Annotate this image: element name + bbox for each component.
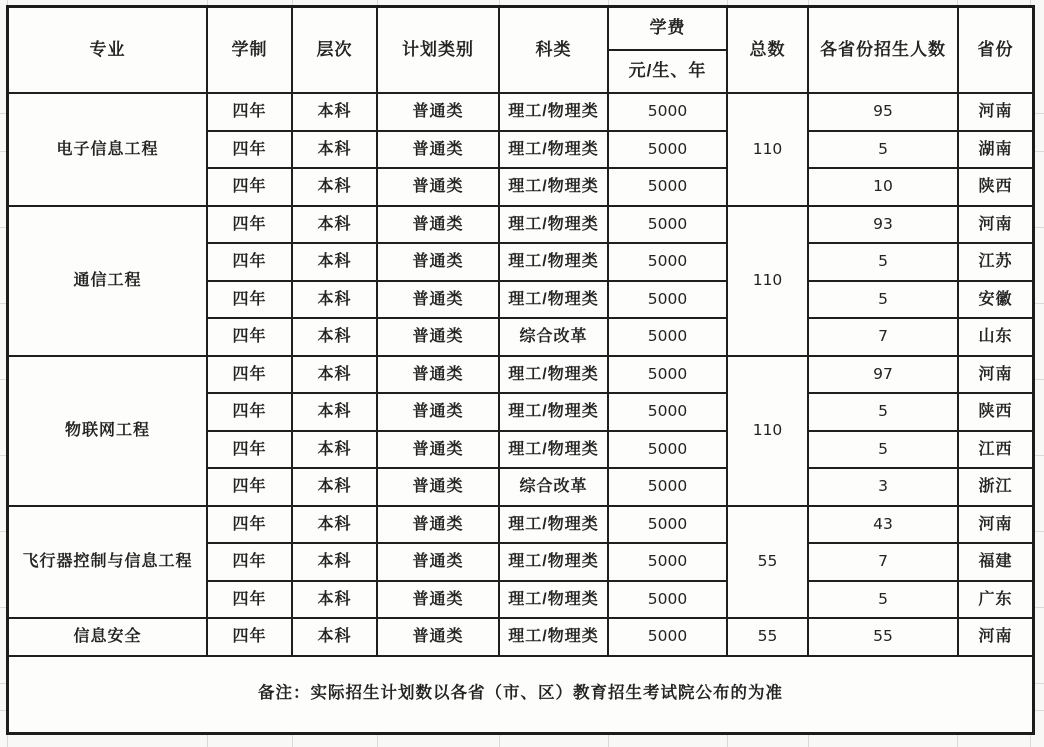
plan-category-cell: 普通类 (378, 244, 500, 282)
header-duration: 学制 (208, 8, 293, 94)
level-cell: 本科 (293, 432, 378, 470)
major-total-cell: 110 (728, 207, 809, 357)
table-note: 备注：实际招生计划数以各省（市、区）教育招生考试院公布的为准 (258, 684, 783, 703)
level-cell: 本科 (293, 469, 378, 507)
major-name-cell: 信息安全 (9, 619, 208, 657)
sheet-gridline (1035, 683, 1044, 684)
sheet-gridline (808, 735, 809, 747)
tuition-cell: 5000 (609, 357, 728, 395)
header-level: 层次 (293, 8, 378, 94)
sheet-gridline (292, 735, 293, 747)
subject-category-cell: 理工/物理类 (500, 432, 609, 470)
plan-category-cell: 普通类 (378, 357, 500, 395)
plan-category-cell: 普通类 (378, 207, 500, 245)
sheet-gridline (207, 0, 208, 5)
level-cell: 本科 (293, 619, 378, 657)
subject-category-cell: 理工/物理类 (500, 394, 609, 432)
major-name-cell: 物联网工程 (9, 357, 208, 507)
province-cell: 河南 (959, 207, 1032, 245)
sheet-gridline (608, 0, 609, 5)
duration-cell: 四年 (208, 619, 293, 657)
province-count-cell: 55 (809, 619, 959, 657)
tuition-cell: 5000 (609, 319, 728, 357)
duration-cell: 四年 (208, 394, 293, 432)
plan-category-cell: 普通类 (378, 619, 500, 657)
subject-category-cell: 理工/物理类 (500, 544, 609, 582)
enrollment-plan-table (6, 5, 1035, 735)
province-count-cell: 3 (809, 469, 959, 507)
province-cell: 河南 (959, 94, 1032, 132)
sheet-gridline (1030, 735, 1031, 747)
sheet-gridline (207, 735, 208, 747)
duration-cell: 四年 (208, 319, 293, 357)
sheet-gridline (808, 0, 809, 5)
plan-category-cell: 普通类 (378, 432, 500, 470)
major-total-cell: 55 (728, 619, 809, 657)
sheet-gridline (957, 0, 958, 5)
major-name-cell: 通信工程 (9, 207, 208, 357)
header-major: 专业 (9, 8, 208, 94)
province-count-cell: 93 (809, 207, 959, 245)
duration-cell: 四年 (208, 357, 293, 395)
province-cell: 浙江 (959, 469, 1032, 507)
level-cell: 本科 (293, 94, 378, 132)
sheet-gridline (0, 227, 6, 228)
tuition-cell: 5000 (609, 469, 728, 507)
plan-category-cell: 普通类 (378, 282, 500, 320)
sheet-gridline (7, 0, 8, 5)
province-cell: 陕西 (959, 169, 1032, 207)
province-cell: 湖南 (959, 132, 1032, 170)
level-cell: 本科 (293, 319, 378, 357)
duration-cell: 四年 (208, 207, 293, 245)
tuition-cell: 5000 (609, 282, 728, 320)
plan-category-cell: 普通类 (378, 544, 500, 582)
sheet-gridline (1030, 0, 1031, 5)
sheet-gridline (377, 735, 378, 747)
province-cell: 安徽 (959, 282, 1032, 320)
tuition-cell: 5000 (609, 94, 728, 132)
province-count-cell: 10 (809, 169, 959, 207)
tuition-cell: 5000 (609, 394, 728, 432)
subject-category-cell: 理工/物理类 (500, 169, 609, 207)
sheet-gridline (1035, 151, 1044, 152)
duration-cell: 四年 (208, 132, 293, 170)
province-cell: 陕西 (959, 394, 1032, 432)
sheet-gridline (1035, 531, 1044, 532)
sheet-gridline (727, 0, 728, 5)
subject-category-cell: 理工/物理类 (500, 132, 609, 170)
sheet-gridline (0, 710, 6, 711)
level-cell: 本科 (293, 544, 378, 582)
level-cell: 本科 (293, 244, 378, 282)
sheet-gridline (727, 735, 728, 747)
tuition-cell: 5000 (609, 244, 728, 282)
plan-category-cell: 普通类 (378, 169, 500, 207)
sheet-gridline (0, 607, 6, 608)
tuition-cell: 5000 (609, 132, 728, 170)
province-cell: 广东 (959, 582, 1032, 620)
sheet-gridline (0, 151, 6, 152)
province-count-cell: 5 (809, 282, 959, 320)
province-cell: 河南 (959, 507, 1032, 545)
subject-category-cell: 综合改革 (500, 469, 609, 507)
province-cell: 江苏 (959, 244, 1032, 282)
plan-category-cell: 普通类 (378, 319, 500, 357)
table-grid (9, 8, 1032, 732)
plan-category-cell: 普通类 (378, 469, 500, 507)
header-plan-category: 计划类别 (378, 8, 500, 94)
level-cell: 本科 (293, 132, 378, 170)
level-cell: 本科 (293, 582, 378, 620)
province-count-cell: 7 (809, 544, 959, 582)
subject-category-cell: 综合改革 (500, 319, 609, 357)
tuition-cell: 5000 (609, 432, 728, 470)
duration-cell: 四年 (208, 432, 293, 470)
major-total-cell: 110 (728, 94, 809, 207)
duration-cell: 四年 (208, 244, 293, 282)
sheet-gridline (0, 379, 6, 380)
sheet-gridline (7, 735, 8, 747)
header-total: 总数 (728, 8, 809, 94)
plan-category-cell: 普通类 (378, 507, 500, 545)
sheet-gridline (499, 735, 500, 747)
duration-cell: 四年 (208, 94, 293, 132)
province-count-cell: 97 (809, 357, 959, 395)
sheet-gridline (0, 303, 6, 304)
subject-category-cell: 理工/物理类 (500, 207, 609, 245)
sheet-gridline (608, 735, 609, 747)
major-name-cell: 飞行器控制与信息工程 (9, 507, 208, 620)
level-cell: 本科 (293, 394, 378, 432)
province-count-cell: 95 (809, 94, 959, 132)
tuition-cell: 5000 (609, 544, 728, 582)
province-count-cell: 5 (809, 244, 959, 282)
province-count-cell: 5 (809, 432, 959, 470)
province-cell: 山东 (959, 319, 1032, 357)
header-province: 省份 (959, 8, 1032, 94)
sheet-gridline (0, 531, 6, 532)
province-count-cell: 5 (809, 394, 959, 432)
subject-category-cell: 理工/物理类 (500, 507, 609, 545)
province-count-cell: 43 (809, 507, 959, 545)
sheet-gridline (1035, 607, 1044, 608)
sheet-gridline (957, 735, 958, 747)
header-province-count: 各省份招生人数 (809, 8, 959, 94)
sheet-gridline (1035, 227, 1044, 228)
sheet-gridline (1035, 379, 1044, 380)
tuition-cell: 5000 (609, 207, 728, 245)
subject-category-cell: 理工/物理类 (500, 619, 609, 657)
subject-category-cell: 理工/物理类 (500, 357, 609, 395)
subject-category-cell: 理工/物理类 (500, 582, 609, 620)
sheet-gridline (0, 455, 6, 456)
level-cell: 本科 (293, 207, 378, 245)
sheet-gridline (1035, 303, 1044, 304)
province-count-cell: 7 (809, 319, 959, 357)
plan-category-cell: 普通类 (378, 582, 500, 620)
plan-category-cell: 普通类 (378, 94, 500, 132)
tuition-cell: 5000 (609, 169, 728, 207)
subject-category-cell: 理工/物理类 (500, 244, 609, 282)
sheet-gridline (0, 683, 6, 684)
level-cell: 本科 (293, 282, 378, 320)
duration-cell: 四年 (208, 582, 293, 620)
sheet-gridline (1035, 455, 1044, 456)
duration-cell: 四年 (208, 169, 293, 207)
level-cell: 本科 (293, 357, 378, 395)
level-cell: 本科 (293, 169, 378, 207)
header-subject-category: 科类 (500, 8, 609, 94)
sheet-gridline (1035, 113, 1044, 114)
sheet-gridline (292, 0, 293, 5)
province-cell: 江西 (959, 432, 1032, 470)
sheet-gridline (1035, 710, 1044, 711)
duration-cell: 四年 (208, 282, 293, 320)
major-total-cell: 110 (728, 357, 809, 507)
duration-cell: 四年 (208, 544, 293, 582)
subject-category-cell: 理工/物理类 (500, 282, 609, 320)
header-tuition: 学费 (609, 8, 728, 51)
tuition-cell: 5000 (609, 507, 728, 545)
plan-category-cell: 普通类 (378, 394, 500, 432)
level-cell: 本科 (293, 507, 378, 545)
province-cell: 福建 (959, 544, 1032, 582)
major-name-cell: 电子信息工程 (9, 94, 208, 207)
province-cell: 河南 (959, 357, 1032, 395)
duration-cell: 四年 (208, 507, 293, 545)
sheet-gridline (0, 113, 6, 114)
tuition-cell: 5000 (609, 582, 728, 620)
province-cell: 河南 (959, 619, 1032, 657)
subject-category-cell: 理工/物理类 (500, 94, 609, 132)
major-total-cell: 55 (728, 507, 809, 620)
province-count-cell: 5 (809, 132, 959, 170)
province-count-cell: 5 (809, 582, 959, 620)
sheet-gridline (499, 0, 500, 5)
duration-cell: 四年 (208, 469, 293, 507)
sheet-gridline (377, 0, 378, 5)
plan-category-cell: 普通类 (378, 132, 500, 170)
header-tuition-unit: 元/生、年 (609, 51, 728, 94)
tuition-cell: 5000 (609, 619, 728, 657)
